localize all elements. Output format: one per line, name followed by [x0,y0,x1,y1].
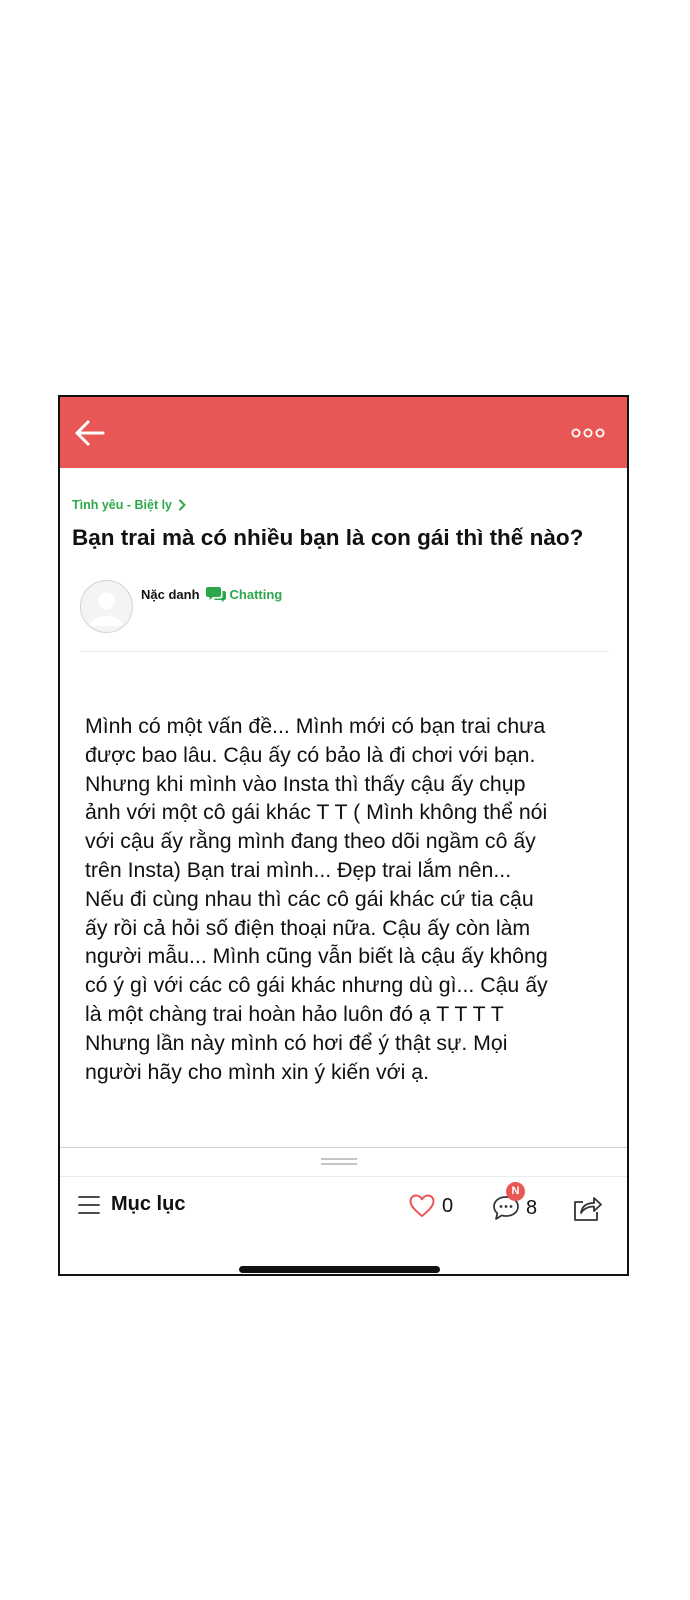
new-comment-badge: N [506,1182,525,1201]
more-dots-icon[interactable] [571,427,605,439]
comment-count: 8 [526,1196,538,1219]
chatting-label: Chatting [229,586,283,602]
chatting-link[interactable] [206,586,283,602]
toolbar-divider [60,1176,627,1177]
share-icon[interactable] [572,1194,602,1222]
author-row [141,586,282,602]
post-title: Bạn trai mà có nhiều bạn là con gái thì thế nào? [72,525,584,550]
chevron-right-icon [178,499,186,511]
post-body: Mình có một vấn đề... Mình mới có bạn trai chưa được bao lâu. Cậu ấy có bảo là đi chơi với bạn. Nhưng khi mình vào Insta thì thấy cậu ấy chụp ảnh với một cô gái khác T T ( Mình không thể nói với cậu ấy rằng mình đang theo dõi ngầm cô ấy trên Insta) Bạn trai mình... Đẹp trai lắm nên... Nếu đi cùng nhau thì các cô gái khác cứ tia cậu ấy rồi cả hỏi số điện thoại nữa. Cậu ấy còn làm người mẫu... Mình cũng vẫn biết là cậu ấy không có ý gì với các cô gái khác nhưng dù gì... Cậu ấy là một chàng trai hoàn hảo luôn đó ạ T T T T Nhưng lần này mình có hơi để ý thật sự. Mọi người hãy cho mình xin ý kiến với ạ. [85,714,548,1084]
app-screen [58,395,629,1276]
like-count: 0 [442,1194,454,1217]
comment-icon-wrap [492,1185,520,1222]
top-bar [60,397,627,468]
heart-icon [409,1194,435,1218]
header-divider [80,651,609,652]
menu-lines-icon [78,1194,100,1216]
arrow-left-icon[interactable] [74,419,106,447]
toc-label: Mục lục [111,1193,186,1215]
breadcrumb-label: Tình yêu - Biệt ly [72,498,173,512]
avatar[interactable] [80,580,133,633]
bottom-sheet-divider [60,1147,627,1148]
comments-button[interactable] [492,1185,538,1222]
chat-bubbles-icon [206,586,226,602]
drag-handle[interactable] [321,1158,357,1165]
home-indicator [239,1266,440,1273]
user-placeholder-icon [81,581,132,632]
author-name: Nặc danh [141,586,200,602]
like-button[interactable] [409,1194,453,1218]
table-of-contents-button[interactable] [78,1193,185,1216]
breadcrumb[interactable] [72,498,186,512]
